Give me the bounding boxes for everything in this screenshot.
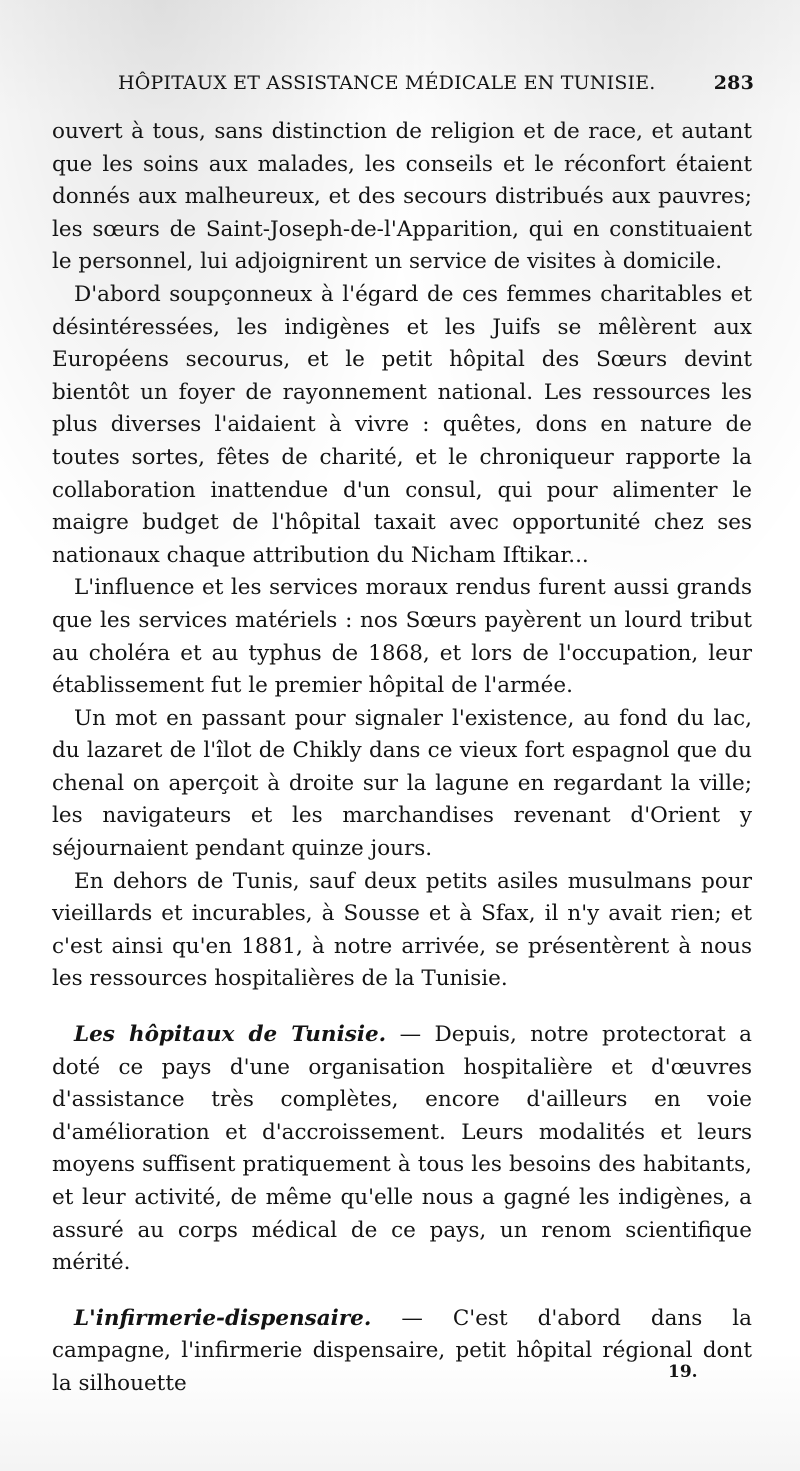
section-heading: L'infirmerie-dispensaire. [74, 1305, 372, 1331]
paragraph: Un mot en passant pour signaler l'existence, au fond du lac, du lazaret de l'îlot de Chikly dans ce vieux fort espagnol que du chenal on aperçoit à droite sur la lagune en regardant la ville; les navigateurs et les marchandises revenant d'Orient y séjournaient pendant quinze jours. [52, 705, 752, 862]
section-text: — Depuis, notre protectorat a doté ce pays d'une organisation hospitalière et d'œuvres d'assistance très complètes, encore d'ailleurs en voie d'amélioration et d'accroissement. Leurs modalités et leurs moyens suffisent pratiquement à tous les besoins des habitants, et leur activité, de même qu'elle nous a gagné les indigènes, a assuré au corps médical de ce pays, un renom scientifique mérité. [52, 1022, 752, 1276]
paragraph: ouvert à tous, sans distinction de religion et de race, et autant que les soins aux malades, les conseils et le réconfort étaient donnés aux malheureux, et des secours distribués aux pauvres; les sœurs de Saint-Joseph-de-l'Apparition, qui en constituaient le personnel, lui adjoignirent un service de visites à domicile. [52, 119, 752, 275]
running-header [118, 72, 754, 104]
section-paragraph [52, 1303, 752, 1401]
section-spacer [52, 996, 752, 1019]
section-text: — C'est d'abord dans la campagne, l'infirmerie dispensaire, petit hôpital régional dont la silhouette [52, 1305, 752, 1396]
running-title: HÔPITAUX ET ASSISTANCE MÉDICALE EN TUNISIE. [118, 72, 656, 94]
paragraph: En dehors de Tunis, sauf deux petits asiles musulmans pour vieillards et incurables, à Sousse et à Sfax, il n'y avait rien; et c'est ainsi qu'en 1881, à notre arrivée, se présentèrent à nous les ressources hospitalières de la Tunisie. [52, 868, 752, 992]
body-text [52, 116, 752, 1401]
section-heading: Les hôpitaux de Tunisie. [74, 1022, 387, 1048]
page-number: 283 [713, 72, 754, 94]
section-spacer [52, 1280, 752, 1303]
section-paragraph [52, 1019, 752, 1280]
paragraph: L'influence et les services moraux rendus furent aussi grands que les services matériels : nos Sœurs payèrent un lourd tribut au choléra et au typhus de 1868, et lors de l'occupation, leur établissement fut le premier hôpital de l'armée. [52, 575, 752, 699]
paragraph: D'abord soupçonneux à l'égard de ces femmes charitables et désintéressées, les indigènes et les Juifs se mêlèrent aux Européens secourus, et le petit hôpital des Sœurs devint bientôt un foyer de rayonnement national. Les ressources les plus diverses l'aidaient à vivre : quêtes, dons en nature de toutes sortes, fêtes de charité, et le chroniqueur rapporte la collaboration inattendue d'un consul, qui pour alimenter le maigre budget de l'hôpital taxait avec opportunité chez ses nationaux chaque attribution du Nicham Iftikar... [52, 281, 752, 568]
signature-mark: 19. [668, 1362, 698, 1382]
